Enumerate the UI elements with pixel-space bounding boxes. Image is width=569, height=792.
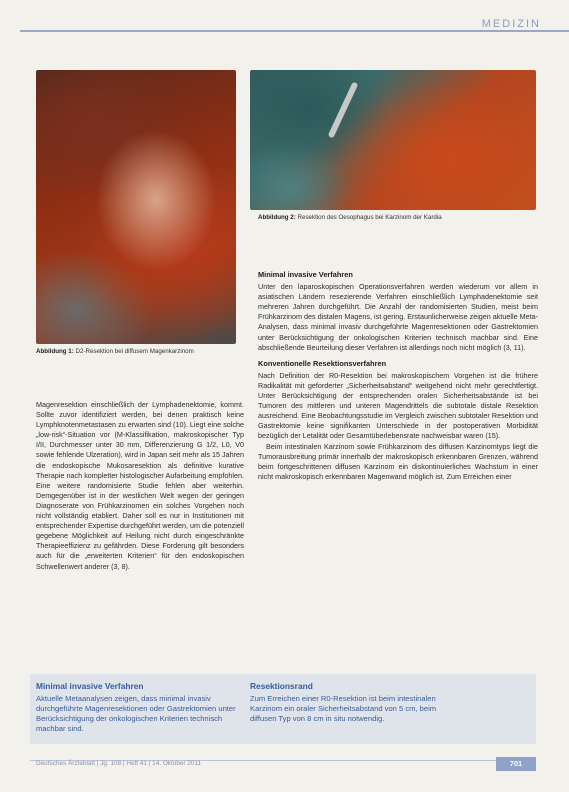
column-2-paragraph-1: Unter den laparoskopischen Operationsverfahren werden wiederum vor allem in asiatischen Ländern resezierende Verfahren einschließlich Lymphadenektomie seit mehreren Jahren durchgeführt. Die Anzahl der randomisierten Studien, meist beim Frühkarzinom des distalen Magens, ist gering. Erstaunlicherweise zeigen aktuelle Meta-Analysen, dass minimal invasiv durchgeführte Magenresektionen oder Gastrektomien unter Berücksichtigung der onkologischen Kriterien technisch machbar sind. Eine abschließende Beurteilung dieser Verfahren ist allerdings noch nicht möglich (3, 11).: [258, 282, 538, 352]
column-2-paragraph-2: Nach Definition der R0-Resektion bei makroskopischem Vorgehen ist die frühere Radikalität mit geforderter „Sicherheitsabstand“ weitgehend nicht mehr gerechtfertigt. Unter Berücksichtigung der entsprechenden oralen Sicherheitsabstände ist bei Tumoren des mittleren und unteren Magendrittels die subtotale distale Resektion ausreichend. Eine Beobachtungsstudie im Vergleich zwischen subtotaler Resektion und Gastrektomie keine signifikanten Unterschiede in der postoperativen Morbidität bezüglich der Letalität oder Gesamtüberlebensrate nachweisbar waren (15).: [258, 370, 538, 441]
article-column-left: [36, 400, 244, 572]
figure-2-text: Resektion des Oesophagus bei Karzinom der Kardia: [297, 214, 442, 221]
header-rule: [20, 30, 569, 32]
heading-konventionelle: Konventionelle Resektionsverfahren: [258, 358, 387, 368]
surgical-photo-1: [36, 70, 236, 344]
page-number: 701: [496, 757, 536, 771]
footer-citation: Deutsches Ärzteblatt | Jg. 108 | Heft 41 | 14. Oktober 2011: [36, 760, 202, 767]
figure-1-label: Abbildung 1:: [36, 348, 74, 355]
summary-box-minimal-invasive: [30, 674, 244, 744]
summary-box-left-title: Minimal invasive Verfahren: [36, 681, 144, 691]
surgical-photo-2: [250, 70, 536, 210]
section-title: MEDIZIN: [481, 18, 541, 30]
figure-2-caption: [258, 214, 538, 222]
figure-2-label: Abbildung 2:: [258, 214, 296, 221]
summary-box-left-body: Aktuelle Metaanalysen zeigen, dass minimal invasiv durchgeführte Magenresektionen oder Gastrektomien unter Berücksichtigung der onkologischen Kriterien technisch machbar sind.: [36, 694, 236, 733]
summary-box-right-body: Zum Erreichen einer R0-Resektion ist beim intestinalen Karzinom ein oraler Sicherheitsabstand von 5 cm, beim diffusen Typ von 8 cm in situ notwendig.: [250, 694, 437, 723]
summary-box-resektionsrand: [244, 674, 536, 744]
figure-1-caption: [36, 348, 246, 356]
column-2-paragraph-3: Beim intestinalen Karzinom sowie Frühkarzinom des diffusen Karzinomtyps liegt die Tumorausbreitung primär innerhalb der makroskopisch erkennbaren Grenzen, während beim fortgeschrittenen diffusen Karzinom ein diskontinuierliches Wachstum in einer nicht makroskopisch erkennbaren Magenwand möglich ist. Zum Erreichen einer: [258, 441, 538, 481]
heading-minimal-invasive: Minimal invasive Verfahren: [258, 270, 353, 279]
article-column-right: [258, 270, 538, 482]
surgical-instrument-graphic: [328, 82, 359, 139]
summary-box-right-title: Resektionsrand: [250, 681, 313, 691]
column-1-paragraph: Magenresektion einschließlich der Lymphadenektomie, kommt. Sollte zuvor identifiziert werden, bei denen praktisch keine Lymphknotenmetastasen zu erwarten sind (10). Liegt eine solche „low-risk“-Situation vor (M-Klassifikation, makroskopischer Typ I/II, Durchmesser unter 30 mm, Differenzierung G 1/2, L0, V0 sowie fehlende Ulzeration), wird in Japan seit mehr als 15 Jahren die endoskopische Mukosaresektion als definitive kurative Therapie nach kompletter histologischer Aufarbeitung empfohlen. Eine weitere randomisierte Studie fehlen aber weiterhin. Demgegenüber ist in der westlichen Welt wegen der geringen Diagnoserate von Frühkarzinomen ein solches Vorgehen noch nicht vollständig etabliert. Daher soll es nur in Institutionen mit entsprechender Expertise durchgeführt werden, um die potenziell gegebene Möglichkeit auf Heilung nicht durch eingeschränkte Therapieeffizienz zu gefährden. Diese Forderung gilt besonders auch für die „erweiterten Kriterien“ für den endoskopischen Schwellenwert anderer (3, 8).: [36, 400, 244, 571]
figure-1-text: D2-Resektion bei diffusem Magenkarzinom: [75, 348, 194, 355]
